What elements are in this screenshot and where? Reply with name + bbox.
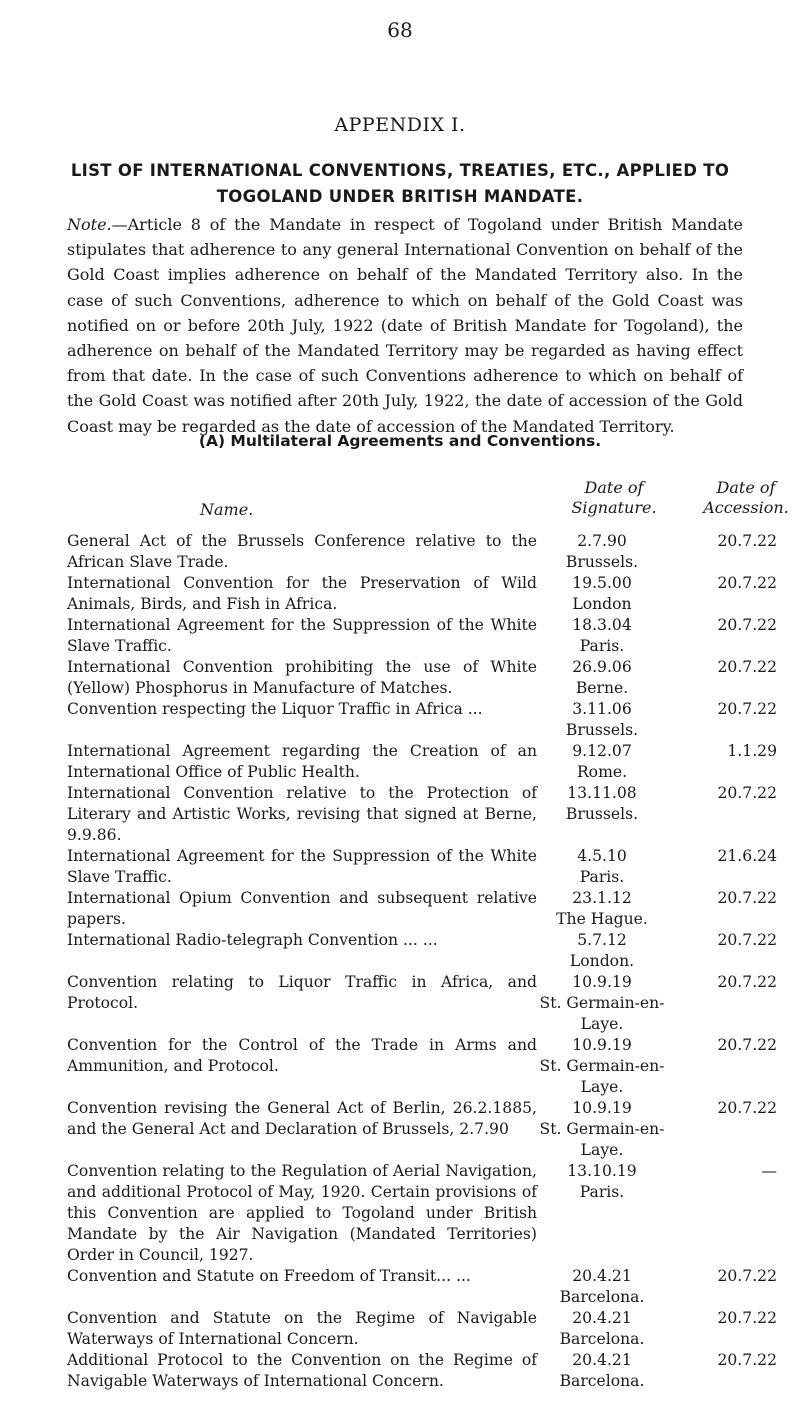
header-signature-line1: Date of	[584, 478, 644, 497]
accession-date: 20.7.22	[717, 658, 777, 676]
convention-name: Convention respecting the Liquor Traffic in Africa ...	[67, 700, 483, 718]
signature-date: 20.4.21	[572, 1351, 632, 1369]
convention-name: International Opium Convention and subsequent relative papers.	[67, 889, 537, 928]
signature-place: Brussels.	[565, 553, 639, 571]
accession-date: 20.7.22	[717, 784, 777, 802]
signature-date: 23.1.12	[572, 889, 632, 907]
table-row	[0, 1098, 800, 1161]
convention-name: International Agreement for the Suppression of the White Slave Traffic.	[67, 847, 537, 886]
signature-cell	[537, 699, 667, 741]
signature-date: 9.12.07	[572, 742, 632, 760]
convention-name: Convention revising the General Act of Berlin, 26.2.1885, and the General Act and Declaration of Brussels, 2.7.90	[67, 1099, 537, 1138]
signature-place: Rome.	[576, 763, 628, 781]
signature-date: 4.5.10	[577, 847, 627, 865]
note-label: Note.	[67, 215, 112, 234]
signature-date: 20.4.21	[572, 1267, 632, 1285]
table-row	[0, 783, 800, 846]
signature-place: Barcelona.	[559, 1372, 645, 1390]
accession-date: 20.7.22	[717, 973, 777, 991]
signature-place: Barcelona.	[559, 1288, 645, 1306]
accession-date: 20.7.22	[717, 1351, 777, 1369]
signature-place: St. Germain-en-Laye.	[539, 1120, 665, 1159]
signature-date: 18.3.04	[572, 616, 632, 634]
signature-place: The Hague.	[556, 910, 648, 928]
signature-cell	[537, 1035, 667, 1098]
convention-name: International Agreement regarding the Creation of an International Office of Public Health.	[67, 742, 537, 781]
signature-date: 3.11.06	[572, 700, 632, 718]
accession-date: 20.7.22	[717, 1099, 777, 1117]
signature-place: London.	[569, 952, 635, 970]
signature-place: London	[572, 595, 632, 613]
convention-name: Convention relating to the Regulation of Aerial Navigation, and additional Protocol of May, 1920. Certain provisions of this Convention are applied to Togoland under British Mandate by the Air Navigation (Mandated Territories) Order in Council, 1927.	[67, 1162, 537, 1264]
signature-date: 13.10.19	[567, 1162, 637, 1180]
header-signature	[544, 478, 684, 518]
signature-date: 2.7.90	[577, 532, 627, 550]
convention-name: International Radio-telegraph Convention ... ...	[67, 931, 438, 949]
section-heading: (A) Multilateral Agreements and Conventions.	[198, 432, 602, 450]
table-row	[0, 741, 800, 783]
table-row	[0, 1308, 800, 1350]
signature-cell	[537, 1098, 667, 1161]
signature-place: Paris.	[579, 868, 625, 886]
appendix-heading: APPENDIX I.	[334, 114, 466, 136]
table-row	[0, 531, 800, 573]
note-paragraph	[67, 212, 743, 439]
signature-date: 20.4.21	[572, 1309, 632, 1327]
accession-date: 20.7.22	[717, 889, 777, 907]
accession-date: 20.7.22	[717, 1309, 777, 1327]
accession-date: 20.7.22	[717, 1267, 777, 1285]
accession-date: 20.7.22	[717, 532, 777, 550]
table-row	[0, 930, 800, 972]
signature-place: St. Germain-en-Laye.	[539, 994, 665, 1033]
signature-date: 13.11.08	[567, 784, 637, 802]
table-row	[0, 1035, 800, 1098]
signature-date: 5.7.12	[577, 931, 627, 949]
signature-cell	[537, 531, 667, 573]
signature-place: Barcelona.	[559, 1330, 645, 1348]
accession-date: 1.1.29	[727, 742, 777, 760]
signature-place: Brussels.	[565, 721, 639, 739]
signature-cell	[537, 573, 667, 615]
accession-date: 20.7.22	[717, 616, 777, 634]
signature-place: Paris.	[579, 637, 625, 655]
signature-cell	[537, 888, 667, 930]
page-number: 68	[387, 18, 413, 42]
table-row	[0, 1266, 800, 1308]
convention-name: International Agreement for the Suppression of the White Slave Traffic.	[67, 616, 537, 655]
table-row	[0, 846, 800, 888]
convention-name: General Act of the Brussels Conference relative to the African Slave Trade.	[67, 532, 537, 571]
convention-name: Convention and Statute on the Regime of Navigable Waterways of International Concern.	[67, 1309, 537, 1348]
signature-place: Paris.	[579, 1183, 625, 1201]
signature-date: 10.9.19	[572, 1036, 632, 1054]
header-name: Name.	[200, 500, 254, 519]
signature-cell	[537, 657, 667, 699]
signature-date: 10.9.19	[572, 973, 632, 991]
signature-place: St. Germain-en-Laye.	[539, 1057, 665, 1096]
convention-name: International Convention for the Preservation of Wild Animals, Birds, and Fish in Africa.	[67, 574, 537, 613]
accession-date: 21.6.24	[717, 847, 777, 865]
table-row	[0, 972, 800, 1035]
signature-cell	[537, 1350, 667, 1392]
conventions-table	[0, 531, 800, 1392]
signature-cell	[537, 846, 667, 888]
signature-cell	[537, 972, 667, 1035]
signature-cell	[537, 615, 667, 657]
convention-name: International Convention prohibiting the use of White (Yellow) Phosphorus in Manufacture of Matches.	[67, 658, 537, 697]
table-row	[0, 615, 800, 657]
signature-place: Brussels.	[565, 805, 639, 823]
signature-cell	[537, 1308, 667, 1350]
table-row	[0, 1161, 800, 1266]
table-row	[0, 573, 800, 615]
accession-date: —	[761, 1162, 777, 1180]
signature-date: 26.9.06	[572, 658, 632, 676]
convention-name: Convention for the Control of the Trade in Arms and Ammunition, and Protocol.	[67, 1036, 537, 1075]
convention-name: International Convention relative to the Protection of Literary and Artistic Works, revising that signed at Berne, 9.9.86.	[67, 784, 537, 844]
signature-date: 19.5.00	[572, 574, 632, 592]
table-row	[0, 699, 800, 741]
accession-date: 20.7.22	[717, 931, 777, 949]
convention-name: Convention relating to Liquor Traffic in Africa, and Protocol.	[67, 973, 537, 1012]
accession-date: 20.7.22	[717, 1036, 777, 1054]
signature-date: 10.9.19	[572, 1099, 632, 1117]
signature-place: Berne.	[575, 679, 629, 697]
signature-cell	[537, 930, 667, 972]
table-row	[0, 888, 800, 930]
header-accession	[676, 478, 800, 518]
convention-name: Additional Protocol to the Convention on the Regime of Navigable Waterways of International Concern.	[67, 1351, 537, 1390]
signature-cell	[537, 783, 667, 846]
header-accession-line2: Accession.	[703, 498, 789, 517]
convention-name: Convention and Statute on Freedom of Transit... ...	[67, 1267, 471, 1285]
signature-cell	[537, 1266, 667, 1308]
signature-cell	[537, 1161, 667, 1266]
main-title: LIST OF INTERNATIONAL CONVENTIONS, TREATIES, ETC., APPLIED TO TOGOLAND UNDER BRITISH MANDATE.	[70, 161, 730, 206]
header-signature-line2: Signature.	[571, 498, 657, 517]
accession-date: 20.7.22	[717, 700, 777, 718]
table-row	[0, 657, 800, 699]
accession-date: 20.7.22	[717, 574, 777, 592]
signature-cell	[537, 741, 667, 783]
note-text: —Article 8 of the Mandate in respect of Togoland under British Mandate stipulates that adherence to any general International Convention on behalf of the Gold Coast implies adherence on behalf of the Mandated Territory also. In the case of such Conventions, adherence to which on behalf of the Gold Coast was notified on or before 20th July, 1922 (date of British Mandate for Togoland), the adherence on behalf of the Mandated Territory may be regarded as having effect from that date. In the case of such Conventions adherence to which on behalf of the Gold Coast was notified after 20th July, 1922, the date of accession of the Gold Coast may be regarded as the date of accession of the Mandated Territory.	[67, 215, 743, 436]
header-accession-line1: Date of	[716, 478, 776, 497]
table-row	[0, 1350, 800, 1392]
